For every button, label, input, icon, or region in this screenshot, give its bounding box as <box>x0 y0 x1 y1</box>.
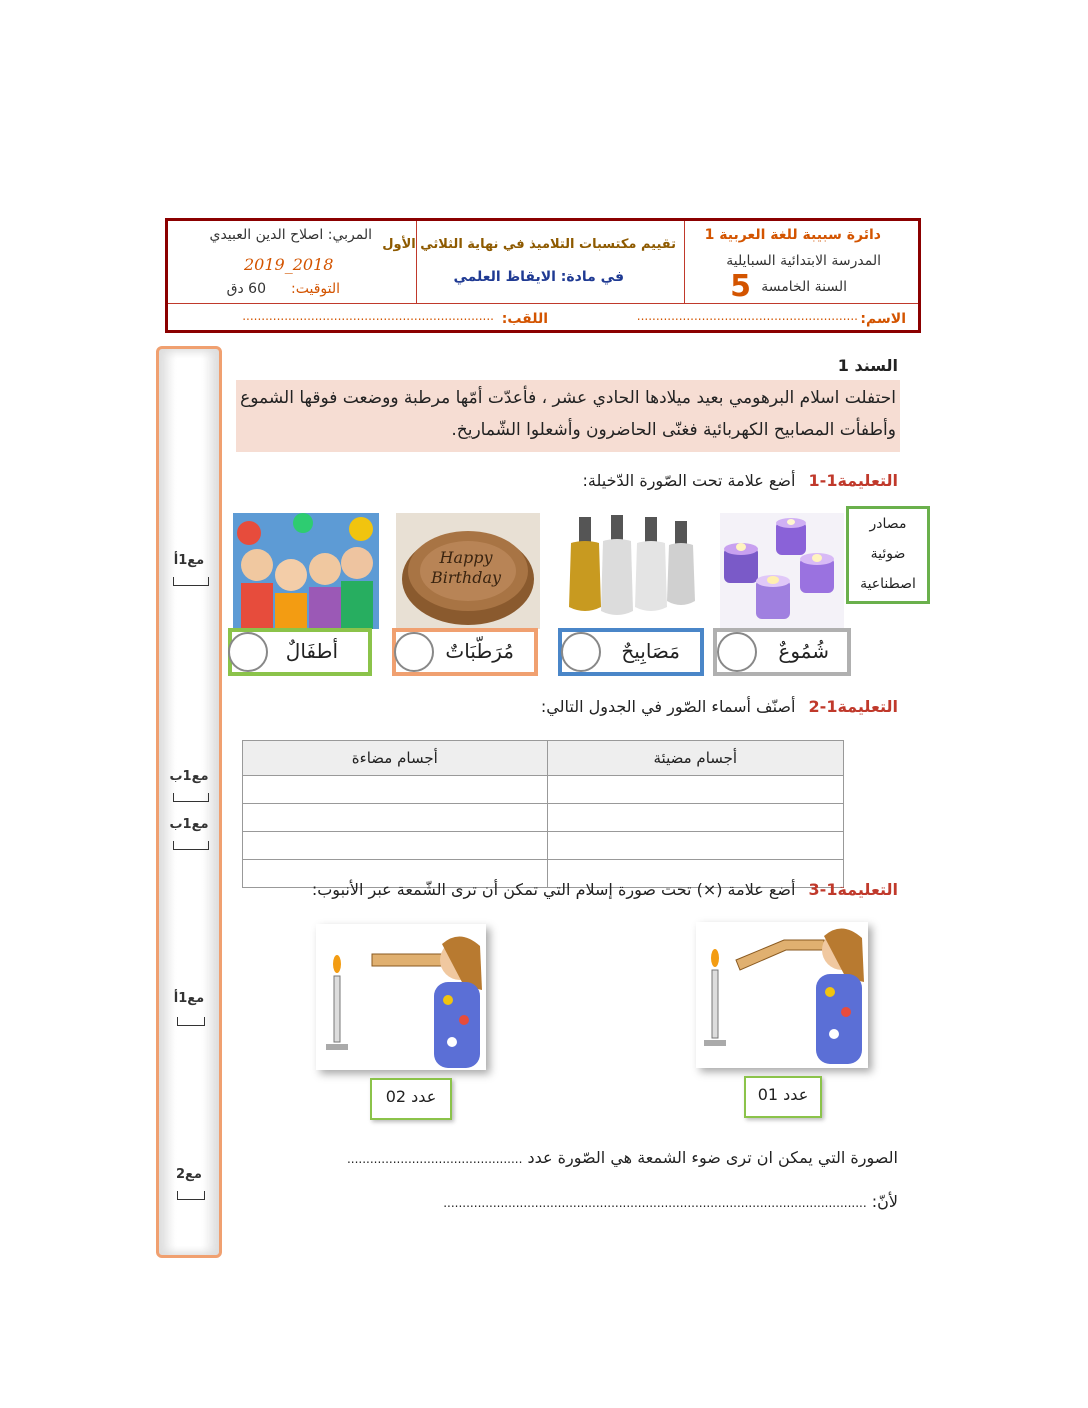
name-label: الاسم: <box>860 311 906 327</box>
classification-table <box>242 740 844 888</box>
q3-heading <box>312 880 898 899</box>
figure-02-label: عدد 02 <box>370 1078 452 1120</box>
score-box-3[interactable] <box>173 841 209 850</box>
header-luminous: أجسام مضيئة <box>547 741 843 776</box>
grading-margin <box>156 346 222 1258</box>
figure-01-image <box>696 922 868 1068</box>
grade-number: 5 <box>730 269 751 304</box>
cell-luminous-2[interactable] <box>547 804 843 832</box>
sanad-line-1: احتفلت اسلام البرهومي بعيد ميلادها الحادي عشر ، فأعدّت أمّها مرطبة ووضعت فوقها الشموع <box>240 388 896 408</box>
caption-cake-text: مُرَطّبَاتٌ <box>445 639 514 663</box>
criterion-mark-3: مع1ب <box>169 817 209 832</box>
kids-photo <box>233 513 379 629</box>
cake-text-birthday: Birthday <box>430 568 502 587</box>
grade-label: السنة الخامسة <box>761 279 847 295</box>
answer-circle-kids[interactable] <box>228 632 268 672</box>
sanad-title: السند 1 <box>837 356 898 375</box>
caption-kids-text: أطفَالٌ <box>285 639 338 663</box>
caption-bulbs-text: مَصَابِيحٌ <box>621 639 680 663</box>
q3-label: التعليمة1-3 <box>808 880 898 899</box>
table-row <box>243 776 844 804</box>
sources-line-2: ضوئية <box>870 546 906 562</box>
figure-01-label: عدد 01 <box>744 1076 822 1118</box>
header-table <box>165 218 921 333</box>
q2-text: أصنّف أسماء الصّور في الجدول التالي: <box>540 697 796 716</box>
cell-illuminated-3[interactable] <box>243 832 548 860</box>
answer-circle-cake[interactable] <box>394 632 434 672</box>
cell-illuminated-2[interactable] <box>243 804 548 832</box>
criterion-mark-1: مع1أ <box>173 553 205 568</box>
time-label: التوقيت: <box>291 281 340 297</box>
sources-line-1: مصادر <box>869 516 907 532</box>
answer-circle-candles[interactable] <box>717 632 757 672</box>
cake-text-happy: Happy <box>439 548 493 567</box>
q1-label: التعليمة1-1 <box>808 471 898 490</box>
criterion-mark-5: مع2 <box>176 1167 202 1182</box>
candles-image <box>720 513 844 629</box>
surname-label: اللقب: <box>501 311 548 327</box>
cake-image <box>396 513 540 629</box>
header-teacher-cell <box>168 221 416 303</box>
district-label: دائرة سبيبة للغة العربية 1 <box>704 227 881 243</box>
cell-luminous-1[interactable] <box>547 776 843 804</box>
caption-candles-text: شُمُوعٌ <box>778 639 829 663</box>
subject-label: في مادة: الايقاظ العلمي <box>453 269 624 285</box>
candles-photo <box>720 513 844 629</box>
cake-photo <box>396 513 540 629</box>
bulbs-image <box>563 513 705 629</box>
figure-02 <box>316 924 486 1070</box>
score-box-4[interactable] <box>177 1017 205 1026</box>
answer-field-1[interactable]: .............................................. <box>346 1152 523 1166</box>
sources-box <box>846 506 930 604</box>
kids-image <box>233 513 379 629</box>
header-illuminated: أجسام مضاءة <box>243 741 548 776</box>
table-row <box>243 804 844 832</box>
school-label: المدرسة الابتدائية السبايلية <box>726 253 881 269</box>
score-box-1[interactable] <box>173 577 209 586</box>
sanad-box <box>236 380 900 452</box>
name-field[interactable]: .......................................................... <box>636 309 858 323</box>
answer-field-2[interactable]: ............................................................................................................... <box>443 1196 867 1210</box>
cell-illuminated-1[interactable] <box>243 776 548 804</box>
q2-label: التعليمة1-2 <box>808 697 898 716</box>
figure-01 <box>696 922 868 1068</box>
sources-line-3: اصطناعية <box>860 576 916 592</box>
bulbs-photo <box>563 513 705 629</box>
header-exam-cell <box>382 221 684 303</box>
header-school-cell <box>684 221 921 303</box>
answer-prompt-2: لأنّ: <box>871 1192 898 1211</box>
criterion-mark-2: مع1ب <box>169 769 209 784</box>
q1-text: أضع علامة تحت الصّورة الدّخيلة: <box>582 471 796 490</box>
time-value: 60 دق <box>226 281 266 297</box>
answer-line-2 <box>443 1192 898 1211</box>
surname-field[interactable]: .................................................................. <box>242 309 494 323</box>
exam-title: تقييم مكتسبات التلاميذ في نهاية الثلاثي الأول <box>382 237 676 252</box>
cell-luminous-3[interactable] <box>547 832 843 860</box>
sanad-line-2: وأطفأت المصابيح الكهربائية فغنّى الحاضرون وأشعلوا الشّماريخ. <box>451 420 896 440</box>
header-divider <box>168 303 918 304</box>
figure-02-image <box>316 924 486 1070</box>
score-box-2[interactable] <box>173 793 209 802</box>
table-row <box>243 832 844 860</box>
answer-prompt-1: الصورة التي يمكن ان ترى ضوء الشمعة هي الصّورة عدد <box>527 1148 898 1167</box>
school-year: 2019_2018 <box>244 255 334 274</box>
answer-line-1 <box>347 1148 898 1167</box>
q2-heading <box>541 697 898 716</box>
criterion-mark-4: مع1أ <box>173 991 205 1006</box>
teacher-name: المربي: اصلاح الدين العبيدي <box>209 227 372 243</box>
table-header-row <box>243 741 844 776</box>
q3-text: أضع علامة (×) تحت صورة إسلام التي تمكن أن ترى الشّمعة عبر الأنبوب: <box>311 880 796 899</box>
answer-circle-bulbs[interactable] <box>561 632 601 672</box>
q1-heading <box>583 471 898 490</box>
score-box-5[interactable] <box>177 1191 205 1200</box>
